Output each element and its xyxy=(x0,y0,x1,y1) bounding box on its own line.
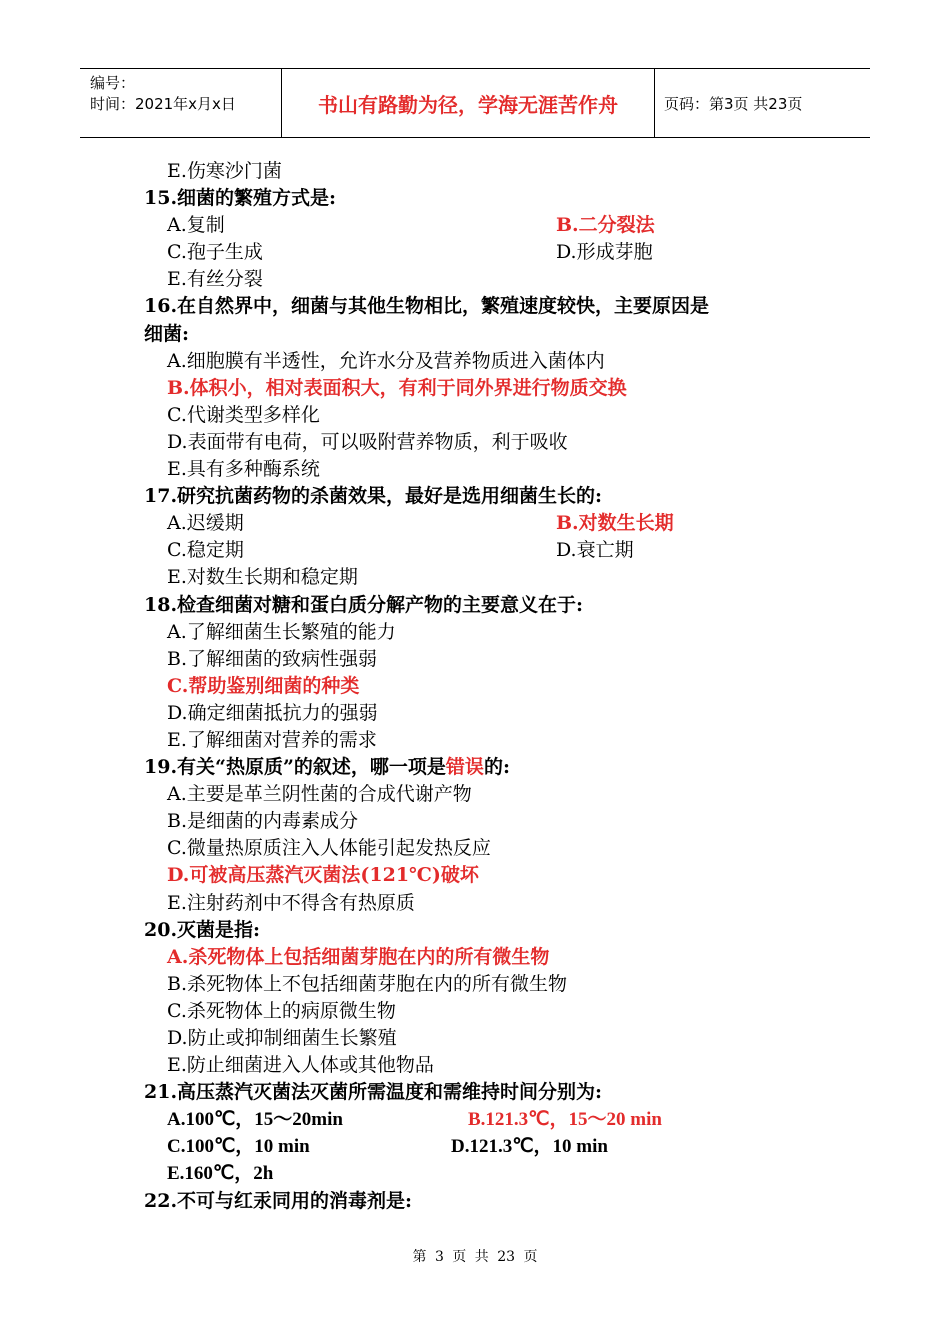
option-20c: C.杀死物体上的病原微生物 xyxy=(167,999,396,1022)
option-19e: E.注射药剂中不得含有热原质 xyxy=(167,891,415,914)
option-17e: E.对数生长期和稳定期 xyxy=(167,566,358,589)
question-20: 20.灭菌是指: xyxy=(144,918,261,941)
question-19-text: 19.有关“热原质”的叙述，哪一项是 xyxy=(144,756,446,779)
answer-19d: D.可被高压蒸汽灭菌法(121℃)破坏 xyxy=(167,864,479,887)
option-21d: D.121.3℃，10 min xyxy=(451,1136,608,1158)
header-motto: 书山有路勤为径，学海无涯苦作舟 xyxy=(282,69,655,137)
question-17: 17.研究抗菌药物的杀菌效果，最好是选用细菌生长的: xyxy=(144,485,603,508)
option-19c: C.微量热原质注入人体能引起发热反应 xyxy=(167,837,491,860)
question-19-emphasis: 错误 xyxy=(445,756,484,779)
option-20e: E.防止细菌进入人体或其他物品 xyxy=(167,1054,434,1077)
option-17a: A.迟缓期 xyxy=(167,512,244,535)
option-20d: D.防止或抑制细菌生长繁殖 xyxy=(167,1027,397,1049)
option-18a: A.了解细菌生长繁殖的能力 xyxy=(167,620,396,643)
question-21: 21.高压蒸汽灭菌法灭菌所需温度和需维持时间分别为: xyxy=(144,1081,603,1104)
answer-17b: B.对数生长期 xyxy=(556,512,674,535)
header-page-info: 页码：第3页 共23页 xyxy=(664,94,803,113)
answer-15b: B.二分裂法 xyxy=(556,214,655,237)
option-14e: E.伤寒沙门菌 xyxy=(167,160,282,182)
question-16: 16.在自然界中，细菌与其他生物相比，繁殖速度较快，主要原因是 xyxy=(144,295,710,318)
page-footer: 第 3 页 共 23 页 xyxy=(412,1249,538,1265)
answer-16b: B.体积小，相对表面积大，有利于同外界进行物质交换 xyxy=(167,376,627,399)
page-header xyxy=(80,68,870,138)
question-18: 18.检查细菌对糖和蛋白质分解产物的主要意义在于: xyxy=(144,593,584,616)
question-content xyxy=(0,158,950,1215)
answer-21b: B.121.3℃，15～20 min xyxy=(468,1109,662,1131)
option-17c: C.稳定期 xyxy=(167,539,244,562)
option-18e: E.了解细菌对营养的需求 xyxy=(167,728,377,751)
option-16d: D.表面带有电荷，可以吸附营养物质，利于吸收 xyxy=(167,430,568,453)
question-15: 15.细菌的繁殖方式是: xyxy=(144,187,337,210)
option-18d: D.确定细菌抵抗力的强弱 xyxy=(167,701,378,724)
option-18b: B.了解细菌的致病性强弱 xyxy=(167,647,378,670)
option-15d: D.形成芽胞 xyxy=(556,241,653,264)
option-16a: A.细胞膜有半透性，允许水分及营养物质进入菌体内 xyxy=(167,349,605,372)
question-19 xyxy=(144,754,510,781)
option-17d: D.衰亡期 xyxy=(556,539,634,562)
option-19b: B.是细菌的内毒素成分 xyxy=(167,810,359,833)
option-20b: B.杀死物体上不包括细菌芽胞在内的所有微生物 xyxy=(167,972,568,995)
option-19a: A.主要是革兰阴性菌的合成代谢产物 xyxy=(167,783,472,806)
option-16e: E.具有多种酶系统 xyxy=(167,458,320,481)
question-16-cont: 细菌: xyxy=(144,322,190,345)
answer-18c: C.帮助鉴别细菌的种类 xyxy=(167,674,360,697)
document-date: 时间：2021年x月x日 xyxy=(90,95,236,113)
option-21c: C.100℃，10 min xyxy=(167,1136,310,1158)
option-15e: E.有丝分裂 xyxy=(167,268,263,291)
option-21a: A.100℃，15～20min xyxy=(167,1109,343,1131)
option-15a: A.复制 xyxy=(167,214,225,237)
option-16c: C.代谢类型多样化 xyxy=(167,403,320,426)
document-number: 编号： xyxy=(90,74,136,92)
header-meta xyxy=(80,69,282,137)
question-19-end: 的: xyxy=(483,756,510,779)
answer-20a: A.杀死物体上包括细菌芽胞在内的所有微生物 xyxy=(167,945,550,968)
option-21e: E.160℃，2h xyxy=(167,1163,274,1185)
option-15c: C.孢子生成 xyxy=(167,241,263,264)
question-22: 22.不可与红汞同用的消毒剂是: xyxy=(144,1189,413,1212)
